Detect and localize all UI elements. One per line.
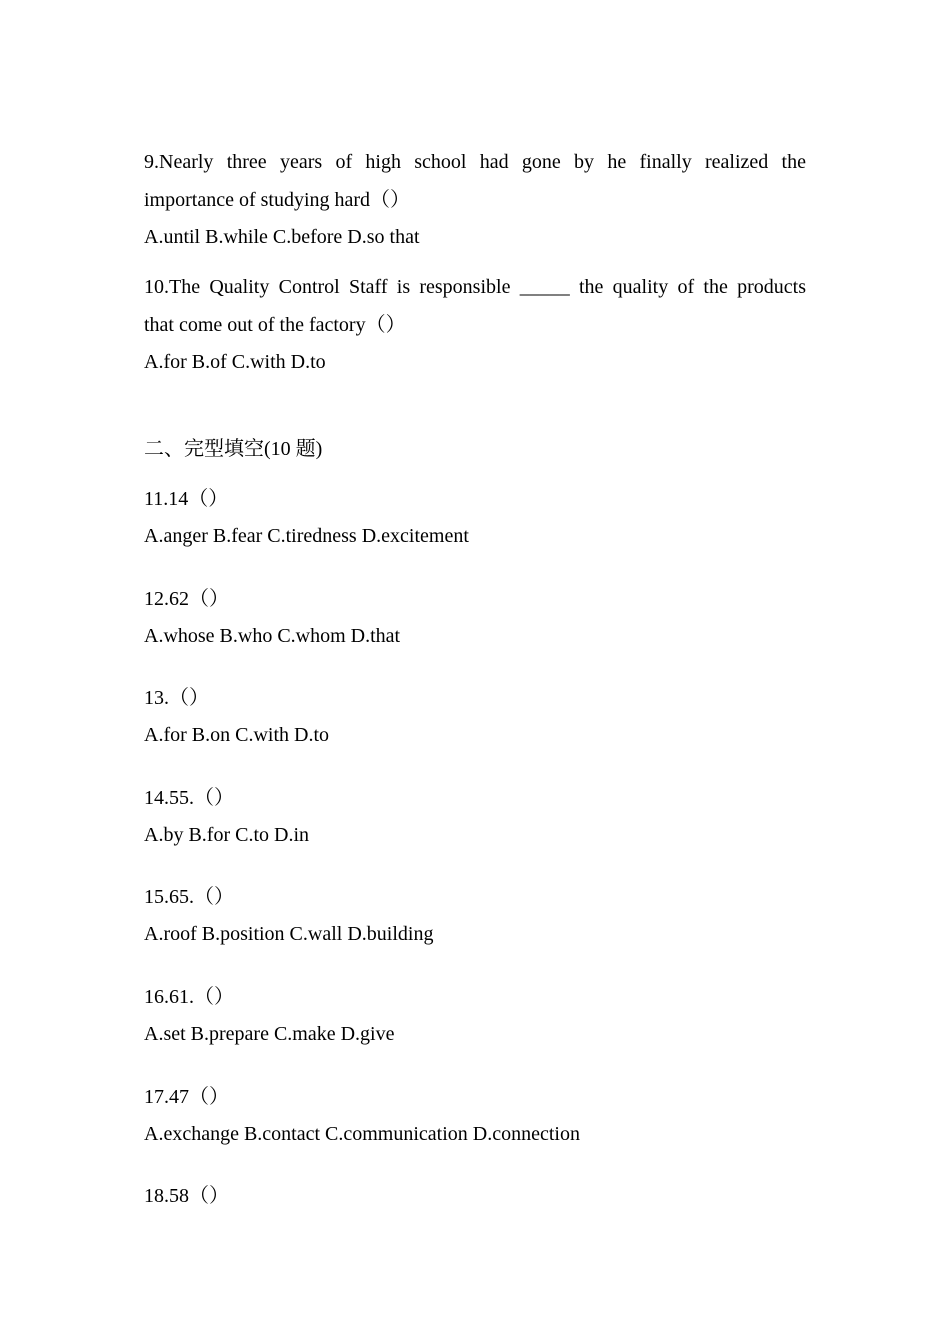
question-10-stem-line-1: 10.The Quality Control Staff is responsible _____ the quality of the products (144, 276, 806, 298)
section-heading: 二、完型填空(10 题) (144, 438, 323, 460)
question-18-label: 18.58（） (144, 1185, 229, 1207)
question-12-label: 12.62（） (144, 588, 229, 610)
question-14-options: A.by B.for C.to D.in (144, 824, 309, 846)
question-16-options: A.set B.prepare C.make D.give (144, 1023, 395, 1045)
question-11-label: 11.14（） (144, 488, 229, 510)
question-17-options: A.exchange B.contact C.communication D.connection (144, 1123, 580, 1145)
question-10-options: A.for B.of C.with D.to (144, 351, 326, 373)
question-15-label: 15.65.（） (144, 886, 234, 908)
question-16-label: 16.61.（） (144, 986, 234, 1008)
question-10-stem-line-2: that come out of the factory（） (144, 314, 406, 336)
question-9-options: A.until B.while C.before D.so that (144, 226, 420, 248)
question-13-label: 13.（） (144, 687, 209, 709)
question-9-stem-line-1: 9.Nearly three years of high school had gone by he finally realized the (144, 151, 806, 173)
question-11-options: A.anger B.fear C.tiredness D.excitement (144, 525, 469, 547)
question-17-label: 17.47（） (144, 1086, 229, 1108)
question-12-options: A.whose B.who C.whom D.that (144, 625, 401, 647)
question-9-stem-line-2: importance of studying hard（） (144, 189, 411, 211)
question-13-options: A.for B.on C.with D.to (144, 724, 329, 746)
question-14-label: 14.55.（） (144, 787, 234, 809)
question-15-options: A.roof B.position C.wall D.building (144, 923, 434, 945)
